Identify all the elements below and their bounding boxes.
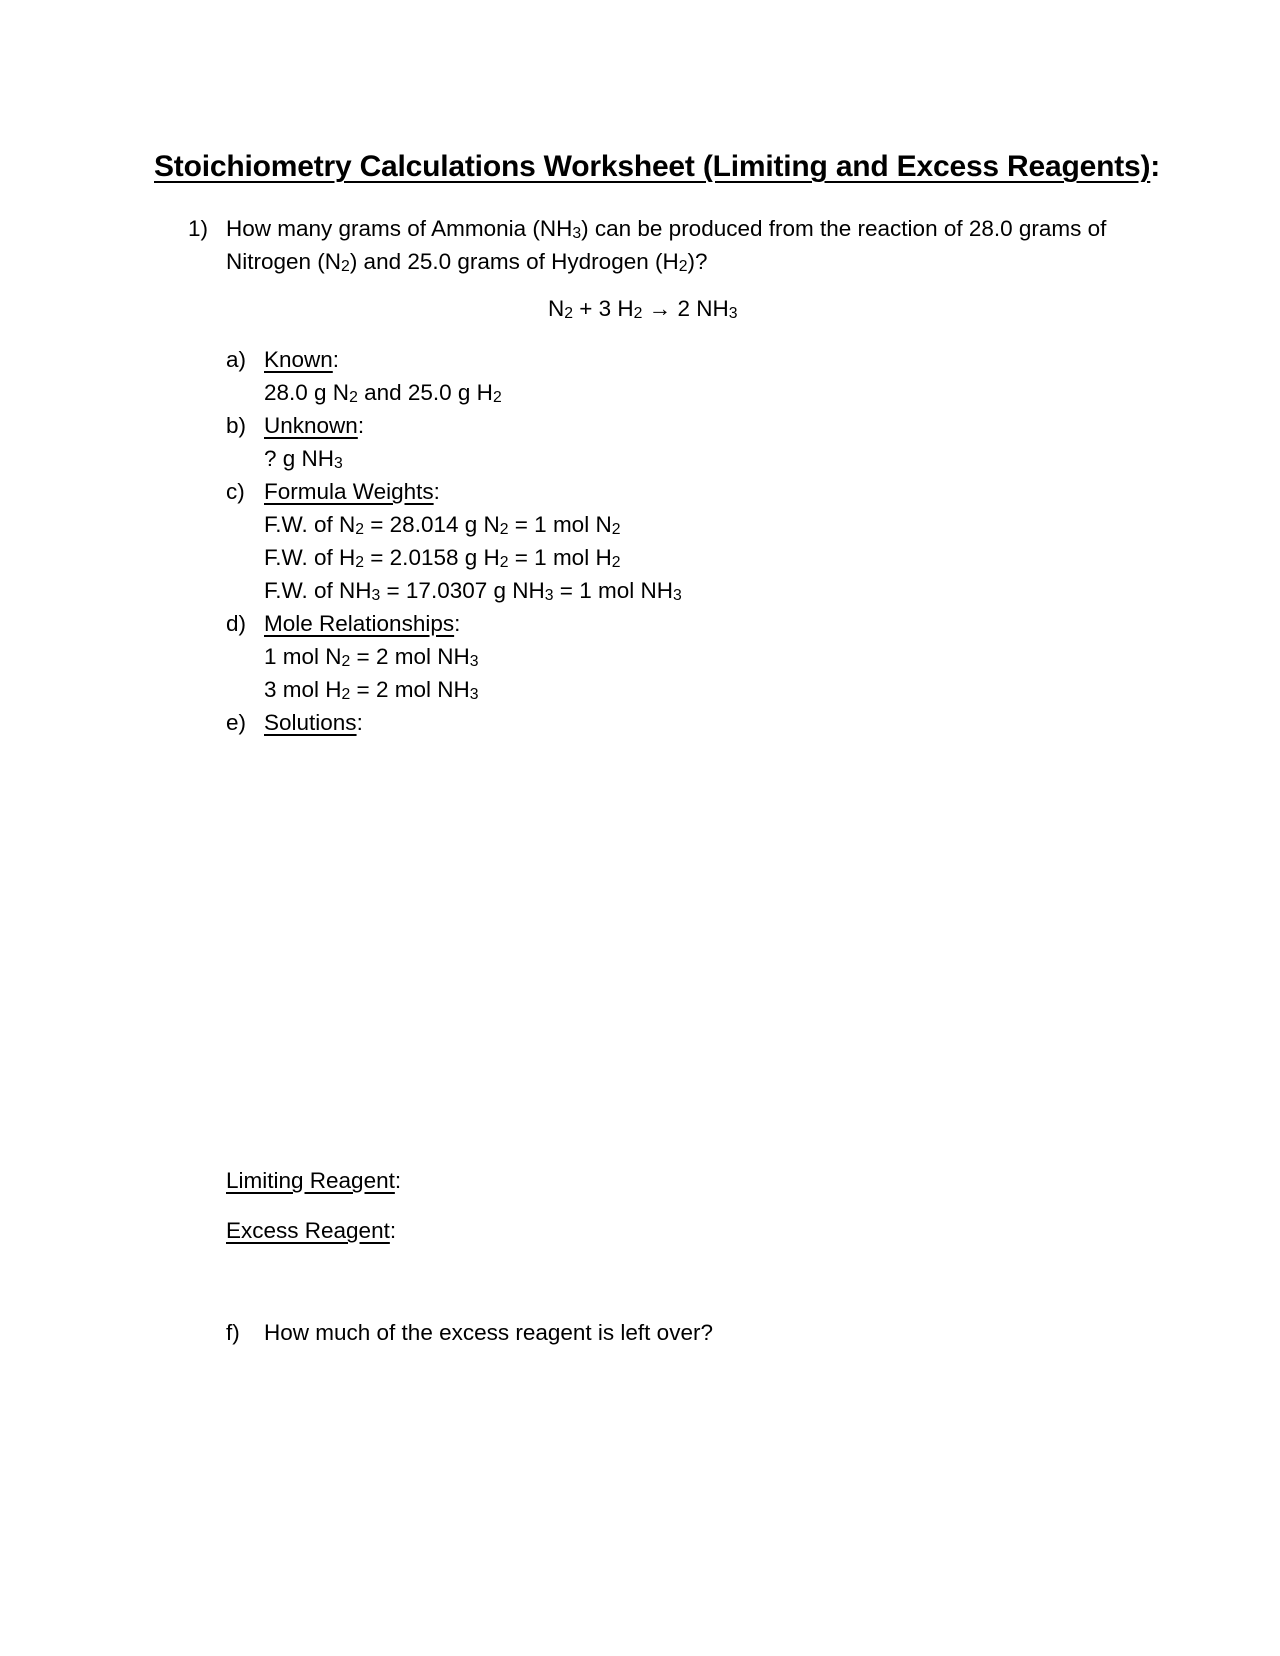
part-heading-text: Unknown xyxy=(264,413,358,438)
part-heading-colon: : xyxy=(357,413,365,438)
part-heading-text: Known xyxy=(264,347,333,372)
part-heading xyxy=(264,607,460,640)
part-heading-text: Solutions xyxy=(264,710,357,735)
worksheet-title-colon: : xyxy=(1150,150,1161,183)
limiting-reagent-colon: : xyxy=(394,1168,402,1193)
reaction-equation: $N_2 + 3$ $H_2 \to 2$ $NH_3$ xyxy=(548,296,738,322)
worksheet-title-text: Stoichiometry Calculations Worksheet (Limiting and Excess Reagents) xyxy=(154,150,1151,183)
mole-relationship-n2: 1 mol $N_2 = 2$ mol $NH_3$ xyxy=(264,644,479,670)
part-marker: a) xyxy=(226,347,247,372)
part-heading xyxy=(264,475,440,508)
known-values: 28.0 g $N_2$ and 25.0 g $H_2$ xyxy=(264,380,502,406)
part-marker: b) xyxy=(226,413,247,438)
worksheet-title xyxy=(154,150,1160,184)
formula-weight-n2: F.W. of $N_2 = 28.014$ g $N_2 = 1$ mol $N_2$ xyxy=(264,512,621,538)
part-heading xyxy=(264,706,363,739)
part-heading-text: Mole Relationships xyxy=(264,611,455,636)
formula-weight-h2: F.W. of $H_2 = 2.0158$ g $H_2 = 1$ mol $H_2$ xyxy=(264,545,621,571)
part-heading-colon: : xyxy=(332,347,340,372)
part-marker: f) xyxy=(226,1320,240,1345)
part-marker: c) xyxy=(226,479,245,504)
excess-reagent-colon: : xyxy=(389,1218,397,1243)
part-heading xyxy=(264,343,339,376)
unknown-value: ? g $NH_3$ xyxy=(264,446,343,472)
part-heading-colon: : xyxy=(454,611,461,636)
limiting-reagent-text: Limiting Reagent xyxy=(226,1168,395,1193)
part-heading-colon: : xyxy=(356,710,363,735)
excess-reagent-text: Excess Reagent xyxy=(226,1218,390,1243)
part-heading xyxy=(264,409,364,442)
part-marker: e) xyxy=(226,710,247,735)
question-1 xyxy=(188,212,1148,278)
part-heading-text: Formula Weights xyxy=(264,479,434,504)
limiting-reagent-label xyxy=(226,1168,401,1194)
excess-reagent-label xyxy=(226,1218,396,1244)
question-text: How many grams of Ammonia $(NH_3)$ can be produced from the reaction of 28.0 grams of Nitrogen $(N_2)$ and 25.0 grams of Hydrogen $(H_2)$? xyxy=(226,216,1107,275)
formula-weight-nh3: F.W. of $NH_3 = 17.0307$ g $NH_3 = 1$ mol $NH_3$ xyxy=(264,578,682,604)
part-heading-colon: : xyxy=(433,479,440,504)
part-f-question: How much of the excess reagent is left over? xyxy=(264,1320,713,1345)
mole-relationship-h2: 3 mol $H_2 = 2$ mol $NH_3$ xyxy=(264,677,479,703)
question-number: 1) xyxy=(188,216,209,241)
part-marker: d) xyxy=(226,611,247,636)
